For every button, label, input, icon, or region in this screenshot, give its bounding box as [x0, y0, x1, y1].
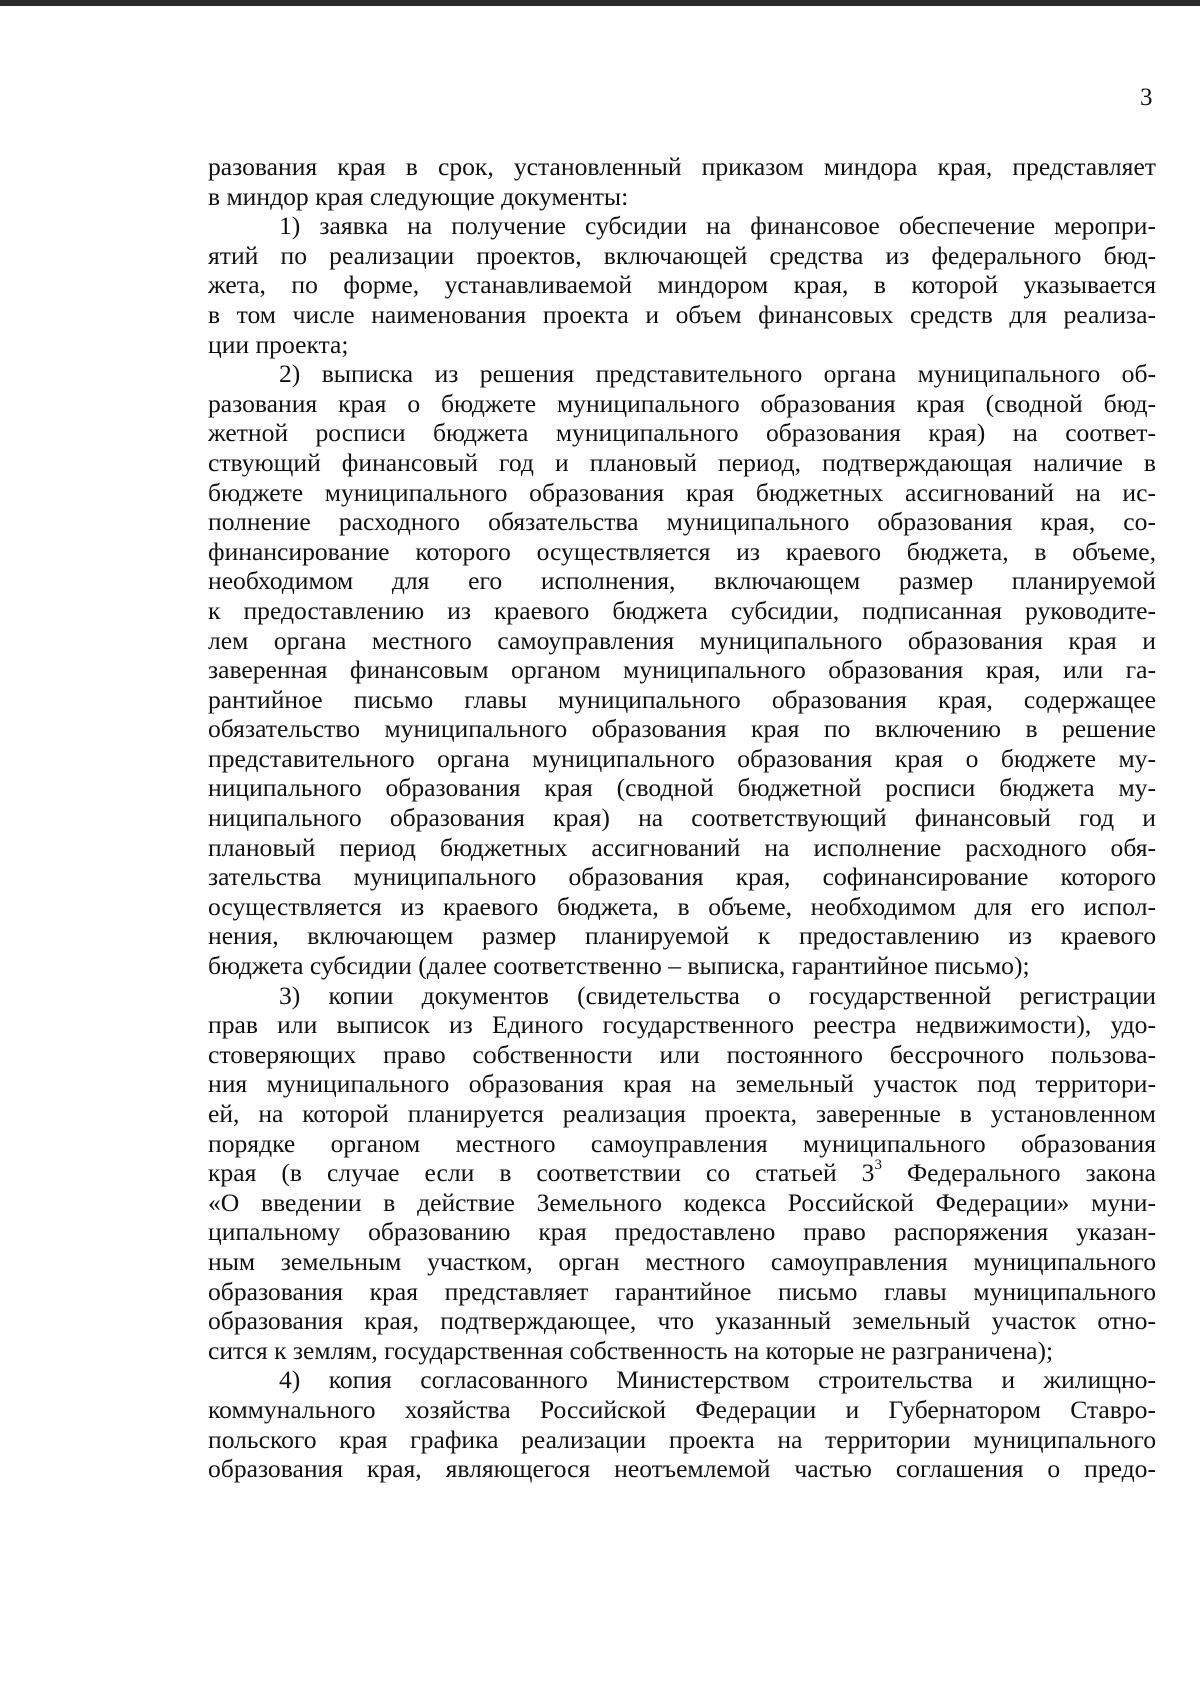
- text-line: ниципального образования края) на соответствующий финансовый год и: [208, 803, 1156, 833]
- text-line: нения, включающем размер планируемой к предоставлению из краевого: [208, 921, 1156, 951]
- paragraph-3-start: 3) копии документов (свидетельства о государственной регистрации: [279, 980, 1156, 1010]
- text-line: рантийное письмо главы муниципального образования края, содержащее: [208, 684, 1156, 714]
- text-fragment: края (в случае если в соответствии со статьей 3: [208, 1158, 875, 1188]
- text-line: образования края, являющегося неотъемлемой частью соглашения о предо-: [208, 1454, 1156, 1484]
- text-line: «О введении в действие Земельного кодекса Российской Федерации» муни-: [208, 1187, 1156, 1217]
- text-line: ниципального образования края (сводной бюджетной росписи бюджета му-: [208, 773, 1156, 803]
- text-line: стоверяющих право собственности или постоянного бессрочного пользова-: [208, 1039, 1156, 1069]
- text-line: зательства муниципального образования края, софинансирование которого: [208, 862, 1156, 892]
- text-line: лем органа местного самоуправления муниципального образования края и: [208, 625, 1156, 655]
- paragraph-4-start: 4) копия согласованного Министерством строительства и жилищно-: [279, 1365, 1156, 1395]
- text-line: представительного органа муниципального образования края о бюджете му-: [208, 743, 1156, 773]
- text-line: разования края в срок, установленный приказом миндора края, представляет: [208, 152, 1156, 181]
- paragraph-2-start: 2) выписка из решения представительного органа муниципального об-: [279, 359, 1156, 389]
- text-line: к предоставлению из краевого бюджета субсидии, подписанная руководите-: [208, 595, 1156, 625]
- text-line: сится к землям, государственная собственность на которые не разграничена);: [208, 1335, 1054, 1365]
- text-line: бюджета субсидии (далее соответственно – выписка, гарантийное письмо);: [208, 951, 1030, 981]
- text-line-with-superscript: [208, 1158, 1156, 1188]
- text-fragment: Федерального закона: [881, 1158, 1156, 1188]
- text-line: плановый период бюджетных ассигнований на исполнение расходного обя-: [208, 832, 1156, 862]
- text-line: ным земельным участком, орган местного самоуправления муниципального: [208, 1246, 1156, 1276]
- text-line: заверенная финансовым органом муниципального образования края, или га-: [208, 655, 1156, 685]
- text-line: жетной росписи бюджета муниципального образования края) на соответ-: [208, 418, 1156, 448]
- text-line: ствующий финансовый год и плановый период, подтверждающая наличие в: [208, 447, 1156, 477]
- text-line: польского края графика реализации проекта на территории муниципального: [208, 1424, 1156, 1454]
- text-line: образования края, подтверждающее, что указанный земельный участок отно-: [208, 1306, 1156, 1336]
- text-line: осуществляется из краевого бюджета, в объеме, необходимом для его испол-: [208, 891, 1156, 921]
- text-line: бюджете муниципального образования края бюджетных ассигнований на ис-: [208, 477, 1156, 507]
- paragraph-1-start: 1) заявка на получение субсидии на финансовое обеспечение меропри-: [279, 211, 1156, 241]
- text-line: коммунального хозяйства Российской Федерации и Губернатором Ставро-: [208, 1394, 1156, 1424]
- top-border-rule: [0, 0, 1200, 6]
- text-line: ятий по реализации проектов, включающей средства из федерального бюд-: [208, 240, 1156, 270]
- text-line: в миндор края следующие документы:: [208, 181, 629, 211]
- text-line: жета, по форме, устанавливаемой миндором края, в которой указывается: [208, 270, 1156, 300]
- text-line: необходимом для его исполнения, включающем размер планируемой: [208, 566, 1156, 596]
- text-line: порядке органом местного самоуправления муниципального образования: [208, 1128, 1156, 1158]
- superscript: 3: [874, 1156, 882, 1173]
- text-line: прав или выписок из Единого государственного реестра недвижимости), удо-: [208, 1010, 1156, 1040]
- text-line: полнение расходного обязательства муниципального образования края, со-: [208, 507, 1156, 537]
- text-line: обязательство муниципального образования края по включению в решение: [208, 714, 1156, 744]
- text-line: образования края представляет гарантийное письмо главы муниципального: [208, 1276, 1156, 1306]
- text-line: ципальному образованию края предоставлено право распоряжения указан-: [208, 1217, 1156, 1247]
- page-number: 3: [1140, 84, 1153, 111]
- text-line: ния муниципального образования края на земельный участок под территори-: [208, 1069, 1156, 1099]
- text-line: в том числе наименования проекта и объем финансовых средств для реализа-: [208, 299, 1156, 329]
- text-line: ей, на которой планируется реализация проекта, заверенные в установленном: [208, 1099, 1156, 1128]
- text-line: ции проекта;: [208, 329, 349, 359]
- text-line: разования края о бюджете муниципального образования края (сводной бюд-: [208, 388, 1156, 418]
- document-body: [208, 152, 1156, 1484]
- text-line: финансирование которого осуществляется из краевого бюджета, в объеме,: [208, 536, 1156, 566]
